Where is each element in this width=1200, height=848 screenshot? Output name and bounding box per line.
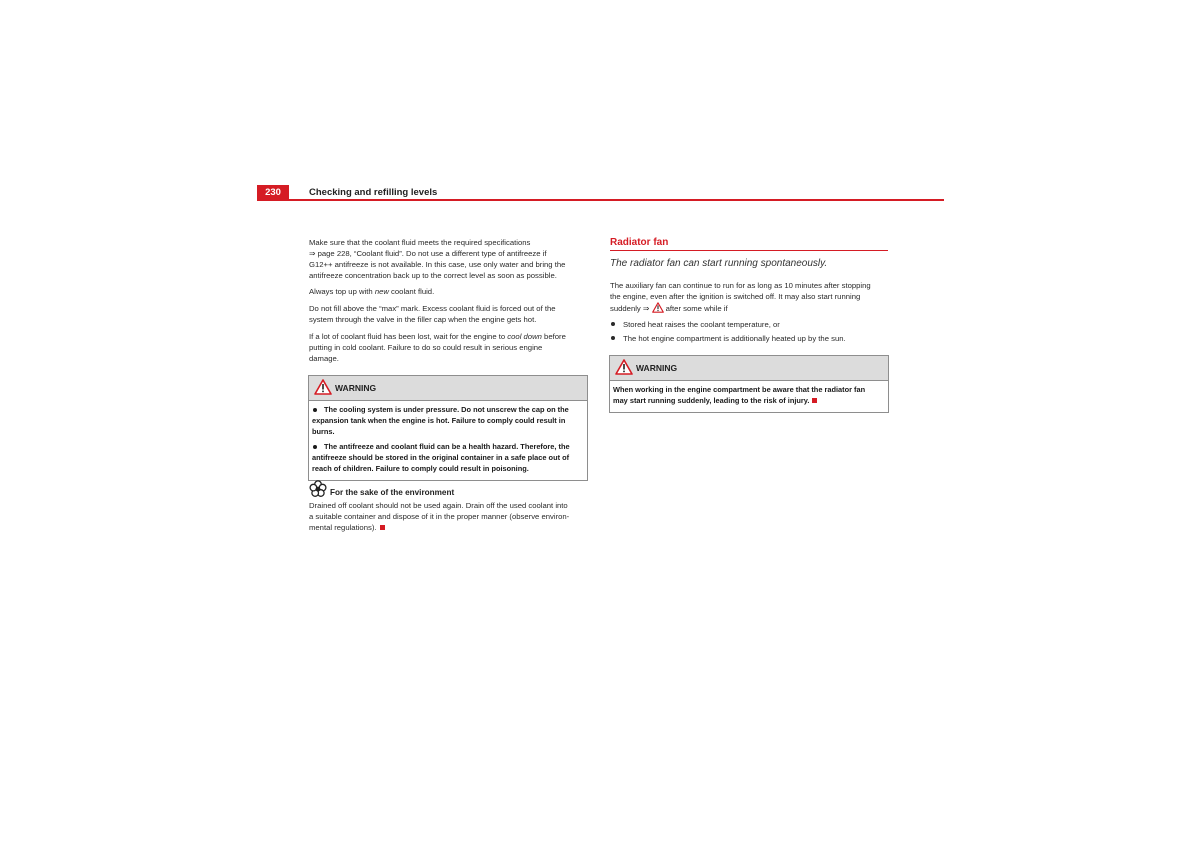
warning-triangle-icon — [314, 379, 332, 400]
text-fragment: The antifreeze and coolant fluid can be a health hazard. Therefore, the — [324, 442, 570, 451]
text-fragment: The cooling system is under pressure. Do not unscrew the cap on the — [324, 405, 569, 414]
text-fragment: before — [541, 332, 566, 341]
warning-triangle-icon — [615, 359, 633, 380]
bullet-text: Stored heat raises the coolant temperature, or — [623, 320, 780, 329]
end-of-section-marker-icon — [812, 398, 817, 403]
paragraph-max-mark — [309, 303, 589, 325]
text-line: the engine, even after the ignition is switched off. It may also start running — [610, 292, 861, 301]
text-fragment: reach of children. Failure to comply could result in poisoning. — [312, 464, 529, 473]
text-line: Drained off coolant should not be used again. Drain off the used coolant into — [309, 501, 568, 510]
warning-box-radiator-fan — [609, 355, 889, 413]
inline-warning-triangle-icon — [652, 302, 664, 316]
page-reference-link[interactable]: ⇒ page 228, “Coolant fluid”. Do not use a different type of antifreeze if — [309, 249, 547, 258]
text-line: G12++ antifreeze is not available. In this case, use only water and bring the — [309, 260, 566, 269]
emphasis-new: new — [374, 287, 389, 296]
text-fragment: suddenly ⇒ — [610, 304, 652, 313]
bullet-item — [610, 319, 890, 330]
chapter-title: Checking and refilling levels — [309, 187, 438, 198]
paragraph-cool-down — [309, 331, 589, 364]
warning-reference-link[interactable] — [610, 304, 664, 313]
bullet-icon — [611, 336, 615, 340]
warning-title: WARNING — [335, 383, 377, 393]
bullet-icon — [611, 322, 615, 326]
text-fragment: When working in the engine compartment be aware that the radiator fan — [613, 385, 866, 394]
text-line — [309, 331, 589, 342]
end-of-section-marker-icon — [380, 525, 385, 530]
text-line: Make sure that the coolant fluid meets the required specifications — [309, 238, 531, 247]
text-line: antifreeze concentration back up to the correct level as soon as possible. — [309, 271, 557, 280]
paragraph-auxiliary-fan — [610, 280, 890, 316]
warning-item — [613, 384, 884, 406]
text-fragment: Always top up with — [309, 287, 375, 296]
text-fragment: may start running suddenly, leading to the risk of injury. — [613, 396, 810, 405]
bullet-icon — [313, 445, 317, 449]
warning-body — [309, 401, 587, 480]
text-fragment: If a lot of coolant fluid has been lost, wait for the engine to — [309, 332, 508, 341]
text-line: The auxiliary fan can continue to run for as long as 10 minutes after stopping — [610, 281, 871, 290]
bullet-item — [610, 333, 890, 344]
text-fragment: antifreeze should be stored in the original container in a safe place out of — [312, 453, 570, 462]
emphasis-cool-down: cool down — [507, 332, 542, 341]
text-line: damage. — [309, 354, 339, 363]
text-line: Do not fill above the “max” mark. Excess coolant fluid is forced out of the — [309, 304, 556, 313]
text-fragment: expansion tank when the engine is hot. Failure to comply could result in — [312, 416, 566, 425]
text-line: system through the valve in the filler cap when the engine gets hot. — [309, 315, 537, 324]
environment-title: For the sake of the environment — [330, 488, 455, 497]
warning-item — [312, 441, 583, 474]
warning-title: WARNING — [636, 363, 678, 373]
warning-header — [309, 376, 587, 401]
section-subtitle: The radiator fan can start running spontaneously. — [610, 258, 828, 269]
header-rule — [257, 199, 944, 201]
text-line: putting in cold coolant. Failure to do so could result in serious engine — [309, 343, 543, 352]
text-fragment: mental regulations). — [309, 523, 377, 532]
paragraph-top-up — [309, 286, 589, 297]
warning-item — [312, 404, 583, 437]
warning-header — [610, 356, 888, 381]
warning-box-coolant — [308, 375, 588, 481]
paragraph-specifications — [309, 237, 589, 281]
text-fragment: coolant fluid. — [388, 287, 435, 296]
bullet-icon — [313, 408, 317, 412]
text-fragment: burns. — [312, 427, 335, 436]
text-line — [309, 522, 589, 533]
bullet-text: The hot engine compartment is additionally heated up by the sun. — [623, 334, 846, 343]
text-fragment: after some while if — [663, 304, 728, 313]
warning-body — [610, 381, 888, 412]
page-number: 230 — [257, 185, 289, 200]
text-line — [610, 302, 890, 316]
text-line: a suitable container and dispose of it in the proper manner (observe environ- — [309, 512, 570, 521]
section-heading-radiator-fan: Radiator fan — [610, 237, 888, 251]
environment-text — [309, 500, 589, 533]
